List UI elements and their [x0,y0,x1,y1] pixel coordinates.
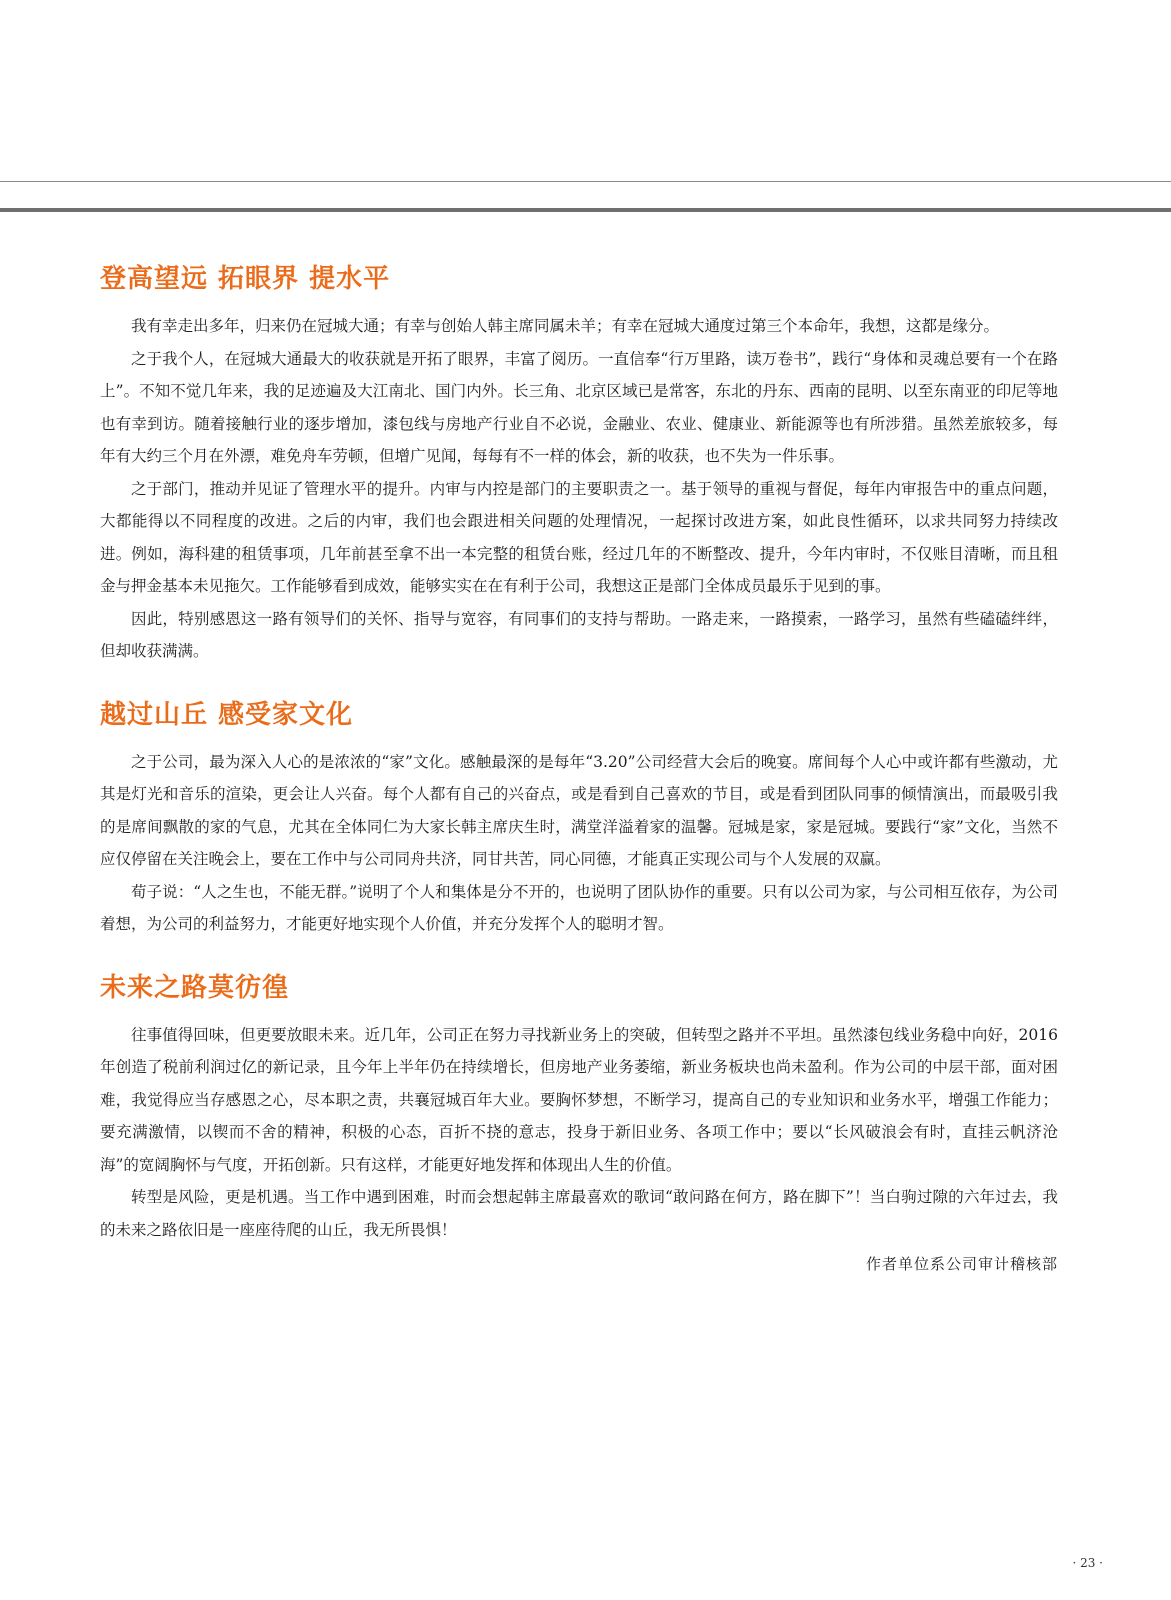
paragraph: 之于部门，推动并见证了管理水平的提升。内审与内控是部门的主要职责之一。基于领导的重视与督促，每年内审报告中的重点问题，大都能得以不同程度的改进。之后的内审，我们也会跟进相关问题的处理情况，一起探讨改进方案，如此良性循环，以求共同努力持续改进。例如，海科建的租赁事项，几年前甚至拿不出一本完整的租赁台账，经过几年的不断整改、提升，今年内审时，不仅账目清晰，而且租金与押金基本未见拖欠。工作能够看到成效，能够实实在在有利于公司，我想这正是部门全体成员最乐于见到的事。 [100,479,1058,595]
page-number: · 23 · [1072,1556,1103,1570]
paragraph: 之于公司，最为深入人心的是浓浓的“家”文化。感触最深的是每年“3.20”公司经营大会后的晚宴。席间每个人心中或许都有些激动，尤其是灯光和音乐的渲染，更会让人兴奋。每个人都有自己的兴奋点，或是看到自己喜欢的节目，或是看到团队同事的倾情演出，而最吸引我的是席间飘散的家的气息，尤其在全体同仁为大家长韩主席庆生时，满堂洋溢着家的温馨。冠城是家，家是冠城。要践行“家”文化，当然不应仅停留在关注晚会上，要在工作中与公司同舟共济，同甘共苦，同心同德，才能真正实现公司与个人发展的双赢。 [100,752,1058,868]
section-title: 越过山丘 感受家文化 [100,699,354,730]
section-2 [100,698,1058,941]
paragraph: 荀子说：“人之生也，不能无群。”说明了个人和集体是分不开的，也说明了团队协作的重要。只有以公司为家，与公司相互依存，为公司着想，为公司的利益努力，才能更好地实现个人价值，并充分发挥个人的聪明才智。 [100,882,1058,933]
section-3 [100,971,1058,1279]
header-rule-thin [0,181,1171,182]
section-1 [100,262,1058,668]
paragraph: 转型是风险，更是机遇。当工作中遇到困难，时而会想起韩主席最喜欢的歌词“敢问路在何方，路在脚下”！当白驹过隙的六年过去，我的未来之路依旧是一座座待爬的山丘，我无所畏惧！ [100,1188,1058,1239]
paragraph: 之于我个人，在冠城大通最大的收获就是开拓了眼界，丰富了阅历。一直信奉“行万里路，读万卷书”，践行“身体和灵魂总要有一个在路上”。不知不觉几年来，我的足迹遍及大江南北、国门内外。长三角、北京区域已是常客，东北的丹东、西南的昆明、以至东南亚的印尼等地也有幸到访。随着接触行业的逐步增加，漆包线与房地产行业自不必说，金融业、农业、健康业、新能源等也有所涉猎。虽然差旅较多，每年有大约三个月在外漂，难免舟车劳顿，但增广见闻，每每有不一样的体会，新的收获，也不失为一件乐事。 [100,349,1058,465]
header-rule-thick [0,208,1171,212]
paragraph: 往事值得回味，但更要放眼未来。近几年，公司正在努力寻找新业务上的突破，但转型之路并不平坦。虽然漆包线业务稳中向好，2016年创造了税前利润过亿的新记录，且今年上半年仍在持续增长，但房地产业务萎缩，新业务板块也尚未盈利。作为公司的中层干部，面对困难，我觉得应当存感恩之心，尽本职之责，共襄冠城百年大业。要胸怀梦想，不断学习，提高自己的专业知识和业务水平，增强工作能力；要充满激情，以锲而不舍的精神，积极的心态，百折不挠的意志，投身于新旧业务、各项工作中；要以“长风破浪会有时，直挂云帆济沧海”的宽阔胸怀与气度，开拓创新。只有这样，才能更好地发挥和体现出人生的价值。 [100,1025,1058,1174]
author-note: 作者单位系公司审计稽核部 [865,1255,1058,1273]
article-body [100,262,1058,1308]
section-title: 未来之路莫彷徨 [100,972,290,1003]
section-title: 登高望远 拓眼界 提水平 [100,264,391,294]
paragraph: 因此，特别感恩这一路有领导们的关怀、指导与宽容，有同事们的支持与帮助。一路走来，一路摸索，一路学习，虽然有些磕磕绊绊，但却收获满满。 [100,609,1058,660]
paragraph: 我有幸走出多年，归来仍在冠城大通；有幸与创始人韩主席同属未羊；有幸在冠城大通度过第三个本命年，我想，这都是缘分。 [131,317,1000,335]
